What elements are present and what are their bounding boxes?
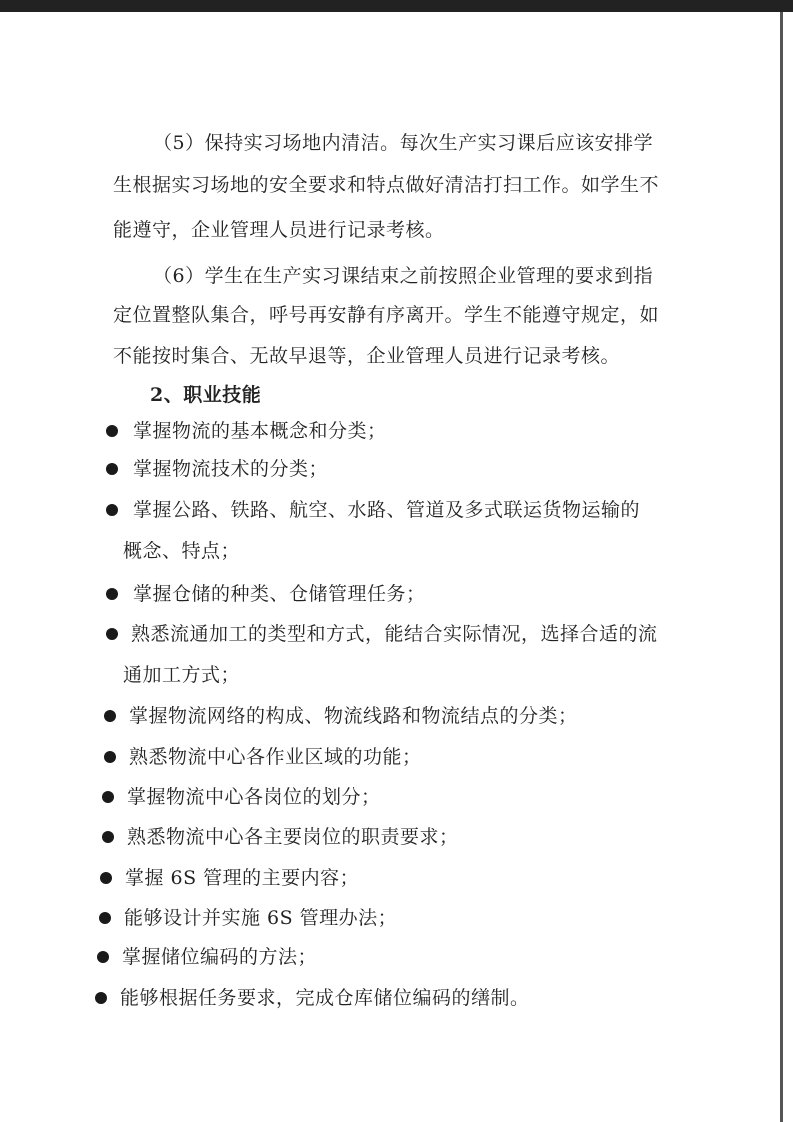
list-item-text: 掌握物流的基本概念和分类； xyxy=(133,420,387,442)
paragraph-6-line-1: （6）学生在生产实习课结束之前按照企业管理的要求到指 xyxy=(153,265,654,287)
list-item-text: 熟悉流通加工的类型和方式，能结合实际情况，选择合适的流 xyxy=(131,623,658,645)
list-item-text: 熟悉物流中心各主要岗位的职责要求； xyxy=(127,826,459,848)
paragraph-6-line-2: 定位置整队集合，呼号再安静有序离开。学生不能遵守规定，如 xyxy=(113,304,660,326)
paragraph-5-line-2: 生根据实习场地的安全要求和特点做好清洁打扫工作。如学生不 xyxy=(113,174,660,196)
list-item-text: 掌握物流技术的分类； xyxy=(133,458,329,480)
bullet-dot-icon xyxy=(106,463,118,475)
list-item-text: 能够根据任务要求，完成仓库储位编码的缮制。 xyxy=(120,987,530,1009)
paragraph-6-line-3: 不能按时集合、无故早退等，企业管理人员进行记录考核。 xyxy=(113,345,621,367)
paragraph-5-line-1: （5）保持实习场地内清洁。每次生产实习课后应该安排学 xyxy=(153,132,654,154)
list-item-text: 掌握仓储的种类、仓储管理任务； xyxy=(133,583,426,605)
list-item-text: 掌握 6S 管理的主要内容； xyxy=(125,867,360,889)
scan-right-border xyxy=(780,12,783,1122)
bullet-dot-icon xyxy=(106,588,118,600)
list-item-text: 掌握物流中心各岗位的划分； xyxy=(127,786,381,808)
list-item-text: 掌握公路、铁路、航空、水路、管道及多式联运货物运输的 xyxy=(133,499,641,521)
bullet-dot-icon xyxy=(99,912,111,924)
list-item-text: 掌握储位编码的方法； xyxy=(122,946,318,968)
bullet-dot-icon xyxy=(106,504,118,516)
bullet-dot-icon xyxy=(106,425,118,437)
list-item-text: 掌握物流网络的构成、物流线路和物流结点的分类； xyxy=(129,705,578,727)
section-heading: 2、职业技能 xyxy=(150,384,262,406)
bullet-dot-icon xyxy=(106,628,118,640)
bullet-dot-icon xyxy=(102,831,114,843)
bullet-dot-icon xyxy=(104,751,116,763)
bullet-dot-icon xyxy=(95,992,107,1004)
list-item-text-continuation: 概念、特点； xyxy=(123,540,241,562)
bullet-dot-icon xyxy=(97,951,109,963)
list-item-text: 熟悉物流中心各作业区域的功能； xyxy=(129,746,422,768)
bullet-dot-icon xyxy=(102,791,114,803)
paragraph-5-line-3: 能遵守，企业管理人员进行记录考核。 xyxy=(113,219,445,241)
bullet-dot-icon xyxy=(104,710,116,722)
list-item-text-continuation: 通加工方式； xyxy=(123,664,241,686)
scan-top-border xyxy=(0,0,793,12)
bullet-dot-icon xyxy=(100,872,112,884)
list-item-text: 能够设计并实施 6S 管理办法； xyxy=(124,907,398,929)
